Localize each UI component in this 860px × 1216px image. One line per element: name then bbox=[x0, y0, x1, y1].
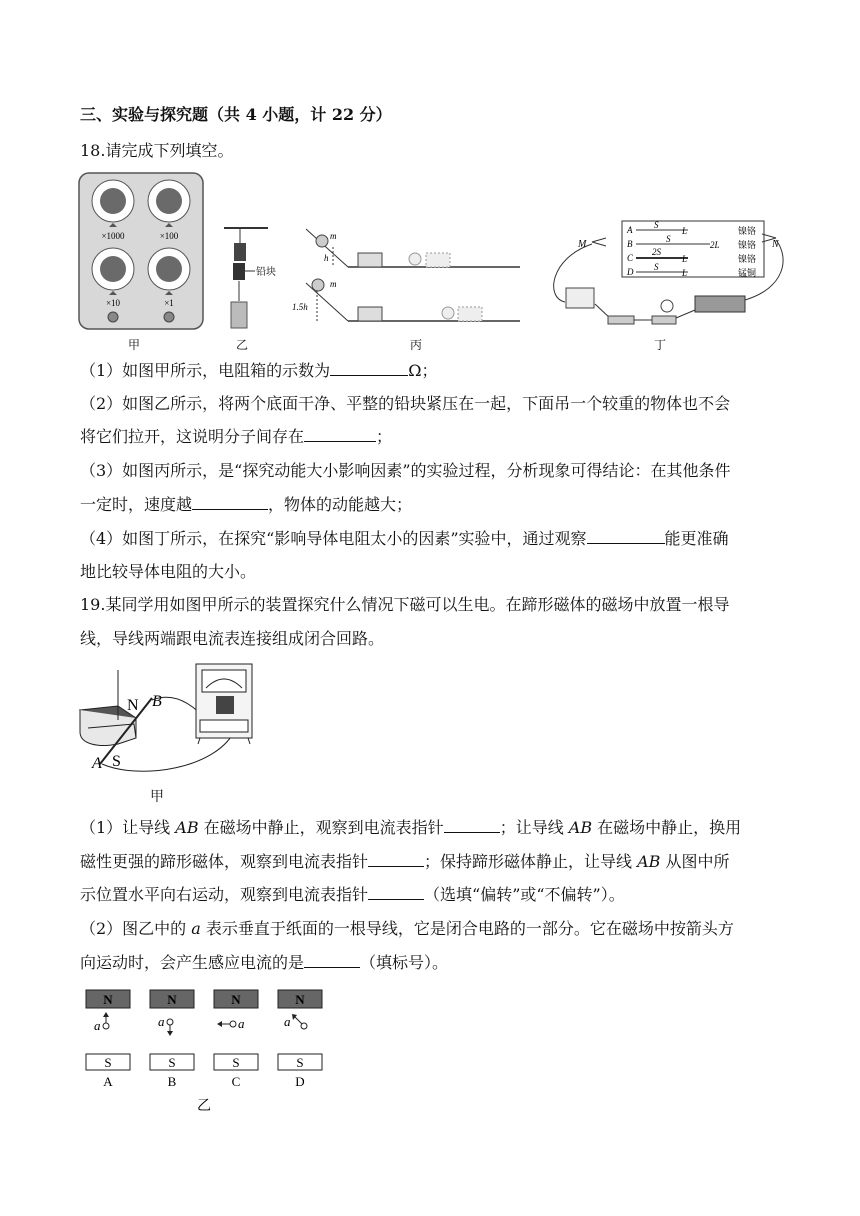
option-a bbox=[86, 990, 130, 1089]
wire-material-label: 镍铬 bbox=[738, 226, 757, 236]
wire-area-label: S bbox=[654, 262, 659, 272]
answer-blank[interactable] bbox=[444, 817, 500, 833]
answer-blank[interactable] bbox=[330, 360, 408, 376]
magnet-options-figure bbox=[80, 986, 340, 1114]
wire-name: AB bbox=[568, 818, 593, 837]
wire-length-label: L bbox=[682, 268, 688, 278]
clip-label: N bbox=[772, 239, 779, 250]
option-label: A bbox=[103, 1074, 113, 1089]
magnet-pole-label: S bbox=[112, 753, 121, 770]
magnet-pole-label: N bbox=[127, 697, 139, 714]
question-text: （2）图乙中的 bbox=[80, 919, 192, 938]
answer-blank[interactable] bbox=[192, 494, 268, 510]
question-text: Ω； bbox=[408, 361, 438, 380]
wire-area-label: S bbox=[666, 234, 671, 244]
q19-part1-line1 bbox=[80, 817, 741, 839]
section-title: 三、实验与探究题（共 4 小题，计 22 分） bbox=[80, 105, 392, 124]
q18-part2-line1: （2）如图乙所示，将两个底面干净、平整的铅块紧压在一起，下面吊一个较重的物体也不会 bbox=[80, 394, 731, 413]
dial-1000 bbox=[92, 180, 134, 222]
south-pole-label: S bbox=[168, 1055, 176, 1070]
answer-blank[interactable] bbox=[587, 528, 665, 544]
figure-caption: 丙 bbox=[410, 338, 423, 352]
wire-end-label: B bbox=[152, 693, 162, 710]
induction-apparatus-figure bbox=[78, 660, 258, 810]
dial-100 bbox=[148, 180, 190, 222]
height-label: 1.5h bbox=[292, 302, 308, 312]
south-pole-label: S bbox=[104, 1055, 112, 1070]
resistance-box-figure bbox=[78, 172, 206, 332]
figure-caption: 丁 bbox=[654, 338, 667, 352]
wire-name: AB bbox=[175, 818, 199, 837]
wire-label: a bbox=[238, 1016, 245, 1031]
answer-blank[interactable] bbox=[304, 426, 376, 442]
q18-part4-line2: 地比较导体电阻的大小。 bbox=[80, 562, 257, 581]
north-pole-label: N bbox=[167, 992, 177, 1007]
option-d bbox=[278, 990, 322, 1089]
height-label: h bbox=[324, 253, 329, 263]
north-pole-label: N bbox=[103, 992, 113, 1007]
question-text: （1）让导线 bbox=[80, 818, 176, 837]
wire-end-label: A bbox=[92, 755, 102, 772]
ramp-figure bbox=[290, 225, 522, 330]
bulb-icon bbox=[661, 300, 673, 312]
question-text: 向运动时，会产生感应电流的是 bbox=[80, 953, 305, 972]
wire-label: a bbox=[158, 1014, 165, 1029]
question-text: （选填“偏转”或“不偏转”）。 bbox=[424, 885, 625, 904]
lead-label: 铅块 bbox=[256, 267, 276, 278]
question-text: 在磁场中静止，观察到电流表指针 bbox=[198, 818, 444, 837]
north-pole-label: N bbox=[295, 992, 305, 1007]
q18-part3-line2 bbox=[80, 494, 412, 516]
wire-material-label: 镍铬 bbox=[738, 240, 757, 250]
q19-stem-line1: 19.某同学用如图甲所示的装置探究什么情况下磁可以生电。在蹄形磁体的磁场中放置一根导 bbox=[80, 595, 730, 614]
option-label: B bbox=[167, 1074, 177, 1089]
wire-label: a bbox=[284, 1014, 291, 1029]
q19-stem-line2: 线，导线两端跟电流表连接组成闭合回路。 bbox=[80, 629, 385, 648]
question-text: ，物体的动能越大； bbox=[268, 495, 413, 514]
question-text: ； bbox=[376, 427, 393, 446]
question-text: 表示垂直于纸面的一根导线，它是闭合电路的一部分。它在磁场中按箭头方 bbox=[200, 919, 734, 938]
lead-blocks-figure bbox=[220, 225, 280, 335]
question-text: （填标号）。 bbox=[360, 953, 449, 972]
wire-end-label: D bbox=[627, 267, 634, 277]
q18-stem: 18.请完成下列填空。 bbox=[80, 141, 234, 160]
option-label: C bbox=[231, 1074, 241, 1089]
question-text: 从图中所 bbox=[660, 852, 730, 871]
dial-label: ×1 bbox=[164, 298, 174, 308]
q18-part3-line1: （3）如图丙所示，是“探究动能大小影响因素”的实验过程，分析现象可得结论：在其他条件 bbox=[80, 461, 731, 480]
wire-resistance-figure bbox=[540, 218, 790, 333]
question-text: （4）如图丁所示，在探究“影响导体电阻太小的因素”实验中，通过观察 bbox=[80, 529, 587, 548]
mass-label: m bbox=[330, 231, 337, 241]
figure-caption: 甲 bbox=[128, 338, 141, 352]
wire-material-label: 锰铜 bbox=[738, 268, 757, 278]
option-label: D bbox=[295, 1074, 305, 1089]
wire-name: AB bbox=[637, 852, 661, 871]
wire-end-label: C bbox=[627, 253, 634, 263]
dial-label: ×1000 bbox=[101, 231, 125, 241]
q18-part1 bbox=[80, 360, 437, 382]
dial-label: ×10 bbox=[105, 298, 121, 308]
q19-part2-line1 bbox=[80, 918, 734, 940]
q19-part1-line3 bbox=[80, 884, 625, 906]
answer-blank[interactable] bbox=[368, 884, 424, 900]
south-pole-label: S bbox=[296, 1055, 304, 1070]
question-text: 示位置水平向右运动，观察到电流表指针 bbox=[80, 885, 369, 904]
answer-blank[interactable] bbox=[304, 952, 360, 968]
battery-icon bbox=[695, 296, 745, 312]
q19-part1-line2 bbox=[80, 851, 730, 873]
option-b bbox=[150, 990, 194, 1089]
q18-part2-line2 bbox=[80, 426, 392, 448]
dial-label: ×100 bbox=[159, 231, 179, 241]
q18-part4-line1 bbox=[80, 528, 729, 550]
question-text: 在磁场中静止，换用 bbox=[592, 818, 742, 837]
question-text: 能更准确 bbox=[664, 529, 729, 548]
wire-length-label: L bbox=[682, 226, 688, 236]
q19-part2-line2 bbox=[80, 952, 448, 974]
switch-icon bbox=[608, 316, 634, 324]
wire-end-label: B bbox=[627, 239, 633, 249]
question-text: 磁性更强的蹄形磁体，观察到电流表指针 bbox=[80, 852, 369, 871]
south-pole-label: S bbox=[232, 1055, 240, 1070]
north-pole-label: N bbox=[231, 992, 241, 1007]
wire-area-label: 2S bbox=[652, 247, 661, 257]
answer-blank[interactable] bbox=[368, 851, 424, 867]
clip-label: M bbox=[578, 239, 587, 250]
question-text: ；让导线 bbox=[499, 818, 569, 837]
wire-area-label: S bbox=[654, 220, 659, 230]
dial-1 bbox=[148, 248, 190, 290]
wire-name: a bbox=[191, 919, 201, 938]
figure-caption: 甲 bbox=[150, 789, 164, 805]
option-c bbox=[214, 990, 258, 1089]
wire-material-label: 镍铬 bbox=[738, 254, 757, 264]
wire-label: a bbox=[94, 1018, 101, 1033]
figure-caption: 乙 bbox=[236, 338, 249, 352]
mass-label: m bbox=[330, 279, 337, 289]
question-text: ；保持蹄形磁体静止，让导线 bbox=[424, 852, 638, 871]
ammeter-icon bbox=[566, 288, 594, 308]
wire-length-label: 2L bbox=[710, 240, 720, 250]
question-text: 一定时，速度越 bbox=[80, 495, 193, 514]
question-text: （1）如图甲所示，电阻箱的示数为 bbox=[80, 361, 331, 380]
dial-10 bbox=[92, 248, 134, 290]
wire-end-label: A bbox=[627, 225, 633, 235]
wire-length-label: L bbox=[682, 254, 688, 264]
figure-caption: 乙 bbox=[197, 1099, 211, 1114]
question-text: 将它们拉开，这说明分子间存在 bbox=[80, 427, 305, 446]
